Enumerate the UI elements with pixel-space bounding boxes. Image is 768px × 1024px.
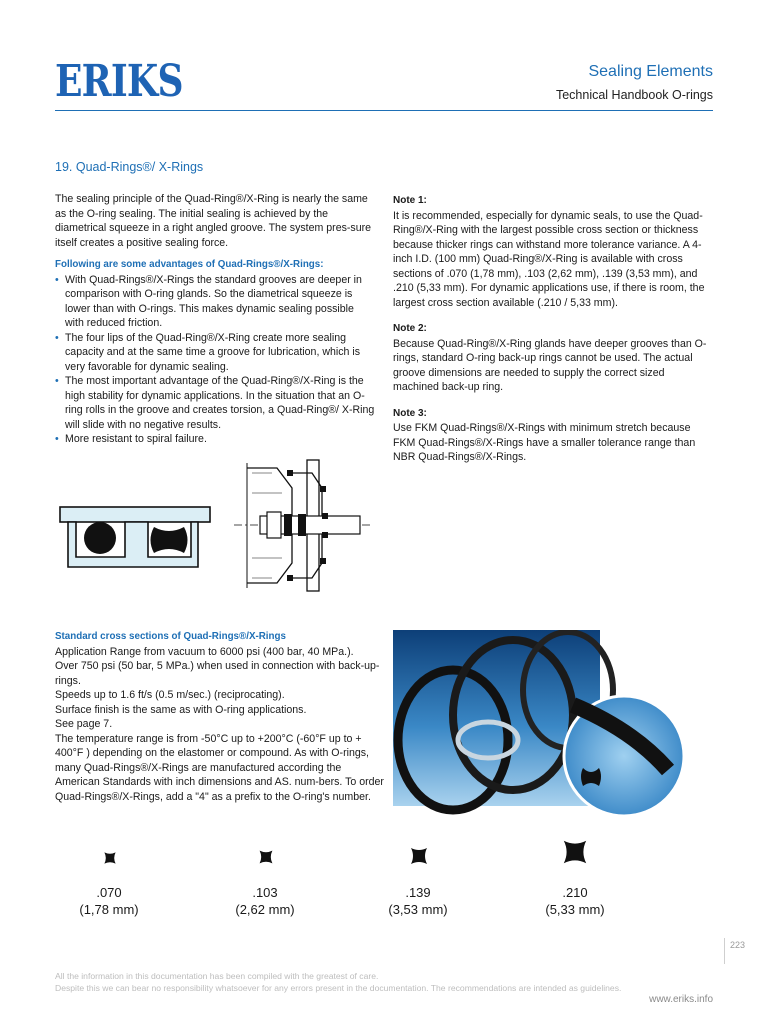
advantages-list <box>55 273 375 447</box>
header-title: Sealing Elements <box>588 63 713 80</box>
intro-paragraph: The sealing principle of the Quad-Ring®/X-Ring is nearly the same as the O-ring sealing. The initial sealing is achieved by the diametrical squeeze in a right angled groove. The system pres-sure itself creates a positive sealing force. <box>55 193 372 249</box>
note-text: Because Quad-Ring®/X-Ring glands have deeper grooves than O-rings, standard O-ring back-up rings cannot be used. The actual groove dimensions are needed to supply the correct sized machined back-up ring. <box>393 337 707 393</box>
page-number: 223 <box>730 940 746 950</box>
note-heading: Note 1: <box>393 195 427 206</box>
size-mm: (3,53 mm) <box>388 902 448 917</box>
cross-section-070-icon <box>103 851 117 865</box>
size-mm: (1,78 mm) <box>79 902 139 917</box>
list-item: • With Quad-Rings®/X-Rings the standard grooves are deeper in comparison with O-ring glands. So the diametrical squeeze is lower than with O-rings. This makes dynamic sealing possible with reduced friction. <box>55 273 375 331</box>
quad-ring-section <box>151 527 188 553</box>
standard-heading: Standard cross sections of Quad-Rings®/X-Rings <box>55 631 286 642</box>
list-item: • More resistant to spiral failure. <box>55 432 375 447</box>
size-inch: .070 <box>96 885 122 900</box>
x-ring-photo <box>393 630 688 835</box>
note-text: Use FKM Quad-Rings®/X-Rings with minimum stretch because FKM Quad-Rings®/X-Rings have a smaller tolerance range than NBR Quad-Rings®/X-Rings. <box>393 422 696 463</box>
footer-line: Despite this we can bear no responsibility whatsoever for any errors present in the documentation. The recommendations are intended as guidelines. <box>55 983 622 993</box>
footer-disclaimer <box>55 970 713 994</box>
advantages-heading: Following are some advantages of Quad-Rings®/X-Rings: <box>55 259 324 270</box>
size-label-210 <box>520 884 630 918</box>
size-mm: (2,62 mm) <box>235 902 295 917</box>
size-mm: (5,33 mm) <box>545 902 605 917</box>
footer-url-link[interactable]: www.eriks.info <box>649 994 713 1005</box>
cross-section-210-icon <box>561 838 589 866</box>
standard-line: Over 750 psi (50 bar, 5 MPa.) when used in connection with back-up-rings. <box>55 660 380 687</box>
standard-section <box>55 630 385 804</box>
standard-line: Speeds up to 1.6 ft/s (0.5 m/sec.) (reciprocating). <box>55 689 285 701</box>
header-subtitle: Technical Handbook O-rings <box>555 88 713 102</box>
groove-comparison-diagram <box>58 505 213 570</box>
standard-line: See page 7. <box>55 718 113 730</box>
size-label-139 <box>363 884 473 918</box>
eriks-logo: ERIKS <box>55 56 183 107</box>
cross-section-139-icon <box>409 846 429 866</box>
notes-column <box>393 184 713 465</box>
list-item: • The most important advantage of the Quad-Ring®/X-Ring is the high stability for dynamic applications. In the situation that an O-ring rolls in the groove and creates torsion, a Quad-Ring®/ X-Ring will slide with no negative results. <box>55 374 375 432</box>
size-label-070 <box>54 884 164 918</box>
cross-section-103-icon <box>258 849 274 865</box>
size-inch: .210 <box>562 885 588 900</box>
note-text: It is recommended, especially for dynamic seals, to use the Quad-Ring®/X-Ring with the largest possible cross section or thickness because thicker rings can withstand more tolerance variance. A 4-inch I.D. (100 mm) Quad-Ring®/X-Ring is available with cross sections of .070 (1,78 mm), .103 (2,62 mm), .139 (3,53 mm), and .210 (5,33 mm). For dynamic applications use, if there is room, the largest cross section available (.210 / 5,33 mm). <box>393 209 705 309</box>
footer-line: All the information in this documentation has been compiled with the greatest of care. <box>55 971 379 981</box>
size-inch: .139 <box>405 885 431 900</box>
list-item: • The four lips of the Quad-Ring®/X-Ring create more sealing capacity and at the same time a groove for lubrication, which is very favorable for dynamic sealing. <box>55 331 375 375</box>
note-heading: Note 2: <box>393 323 427 334</box>
section-title: 19. Quad-Rings®/ X-Rings <box>55 160 204 174</box>
standard-line: Surface finish is the same as with O-ring applications. <box>55 703 307 716</box>
standard-line: Application Range from vacuum to 6000 psi (400 bar, 40 MPa.). <box>55 645 354 658</box>
size-inch: .103 <box>252 885 278 900</box>
piston-technical-drawing <box>232 458 377 593</box>
standard-line: The temperature range is from -50°C up to +200°C (-60°F up to + 400°F ) depending on the elastomer or compound. As with O-rings, many Quad-Rings®/X-Rings are manufactured according the American Standards with inch dimensions and AS. num-bers. To order Quad-Rings®/X-Rings, add a "4" as a prefix to the O-ring's number. <box>55 732 384 803</box>
o-ring-section <box>84 522 116 554</box>
page-number-rule <box>724 938 725 964</box>
header-rule <box>55 110 713 111</box>
left-column-text <box>55 192 375 447</box>
note-heading: Note 3: <box>393 407 427 419</box>
size-label-103 <box>210 884 320 918</box>
